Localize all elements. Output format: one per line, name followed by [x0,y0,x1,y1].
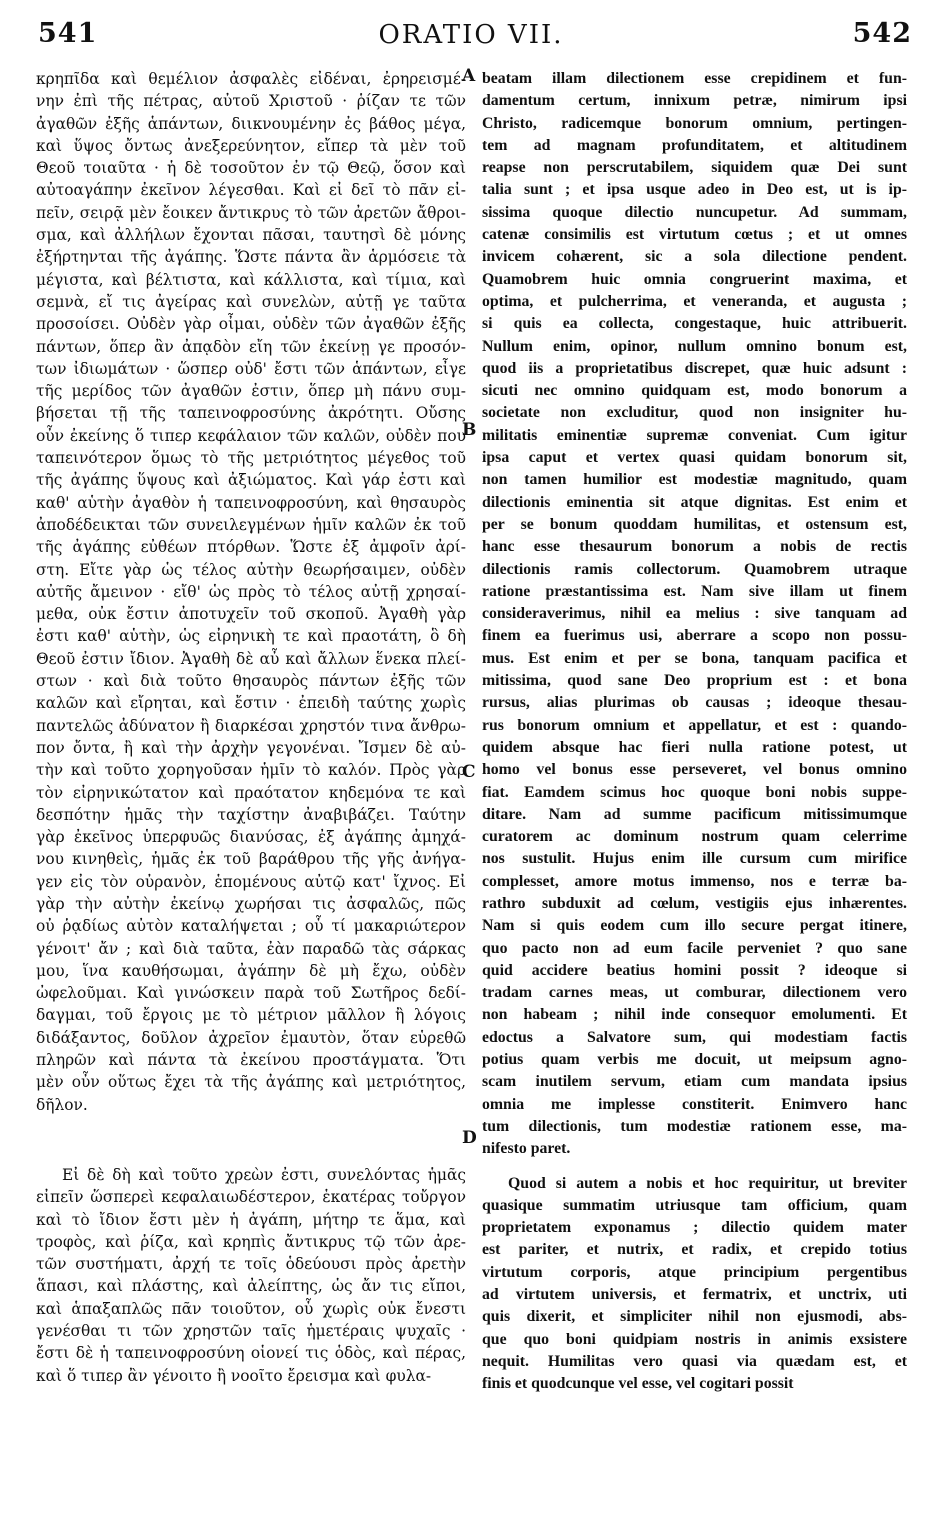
text-line: proprietatem exponamus ; dilectio quidem mater [482,1219,907,1237]
margin-marker-b: B [462,420,477,440]
text-line: πον ὄντα, ἢ καὶ τὴν ἀρχὴν γεγονέναι. Ἴσμεν δὲ αὐ- [36,738,466,757]
margin-marker-c: C [462,762,476,782]
text-line: Εἰ δὲ δὴ καὶ τοῦτο χρεὼν ἐστι, συνελόντας ἡμᾶς [62,1165,466,1184]
text-line: ratione præstantissima est. Nam sive illam ut finem [482,582,907,600]
text-line: curatorem ac dominum nostrum quam celerrime [482,828,907,846]
text-line: ὠφελοῦμαι. Καὶ γινώσκειν παρὰ τοῦ Σωτῆρος δεδί- [36,984,466,1003]
text-line: πάντων, ὅπερ ἂν ἀπᾳδὸν εἴη τῶν ἐκείνῃ γε προσόν- [36,337,466,356]
text-line: est pariter, et nutrix, et radix, et crepido totius [482,1241,907,1259]
text-line: virtutum corporis, atque principium pergentibus [482,1263,907,1281]
text-line: hanc esse thesaurum bonorum a nobis de rectis [482,538,907,556]
text-line: τῆς ἀγάπης ὕψους καὶ ἀξιώματος. Καὶ γάρ ἐστι καὶ [36,471,466,490]
text-line: γεν εἰς τὸν οὐρανὸν, ἑπομένους αὐτῷ κατ' ἴχνος. Εἰ [36,872,466,891]
text-line: rursus, alias plurimas ob causas ; ideoque thesau- [482,694,907,712]
text-line: quasique summatim utriusque tam officium, quam [482,1196,907,1214]
text-line: scam inutilem servum, etiam cum mandata ipsius [482,1073,907,1091]
text-line: τῆς μερίδος τῶν ἀγαθῶν ἐστιν, ὅπερ μὴ πάνυ συμ- [36,382,466,401]
text-line: non tamen humilior est modestiæ magnitudo, quam [482,471,907,489]
text-line: ἀποδέδεικται τῶν συνειλεγμένων ἡμῖν καλῶν ἐκ τοῦ [36,515,466,534]
text-line: tum dilectionis, tum modestiæ rationem esse, ma- [482,1117,907,1135]
text-line: καὶ τὸ ἴδιον ἔστι μὲν ἡ ἀγάπη, μήτηρ τε ἅμα, καὶ [36,1210,466,1229]
text-line: τῶν συστήματι, ἀρχή τε τοῖς ὁδεύουσι πρὸς ἀρετὴν [36,1255,466,1274]
margin-marker-d: D [462,1128,477,1148]
text-line: ἐστι καθ' αὑτὴν, ὡς εἰρηνικὴ τε καὶ πραοτάτη, ὃ δὴ [36,627,466,646]
text-line: καὶ ὕψος ὄντως ἀνεξερεύνητον, εἴπερ τὰ μὲν τοῦ [36,136,466,155]
text-line: ipsa caput et vertex quasi quidam bonorum sit, [482,449,907,467]
text-line: que quo boni quidpiam nostris in animis exsistere [482,1330,907,1348]
text-line: ταπεινότερον ὅμως τὸ τῆς μετριότητος μέγεθος τοῦ [36,449,466,468]
text-line: optima, et pulcherrima, et veneranda, et augusta ; [482,292,907,310]
text-line: ἀγαθῶν ἐξῆς ἁπάντων, διικνουμένην ἐς βάθος μέγα, [36,114,466,133]
text-line: sicuti nec omnino quidquam est, modo bonorum a [482,382,907,400]
text-line: Christo, radicemque bonorum omnium, pertingen- [482,114,907,132]
text-line: rus bonorum omnium et appellatur, et est : quando- [482,716,907,734]
text-line: καλῶν καὶ εἴρηται, καὶ ἔστιν · ἐπειδὴ ταύτης χωρὶς [36,694,466,713]
text-line: πεῖν, σειρᾷ μὲν ἔοικεν ἄντικρυς τὸ τῶν ἀρετῶν ἄθροι- [36,203,466,222]
text-line: tradam carnes meas, ut comburar, dilectionem vero [482,984,907,1002]
latin-column-para2 [482,1173,907,1396]
text-line: ἐξήρτηνται τῆς ἀγάπης. Ὥστε πάντα ἂν ἁρμόσειε τὰ [36,248,466,267]
greek-column-para2 [36,1164,466,1387]
text-line: non habeam ; nihil inde consequor emolumenti. Et [482,1006,907,1024]
text-line: quis dixerit, et simpliciter nihil non ejusmodi, abs- [482,1308,907,1326]
text-line: sissima quoque dilectio nuncupetur. Ad summam, [482,203,907,221]
text-line: rathro subduxit ad cœlum, vestigiis ejus inhærentes. [482,894,907,912]
latin-column-para1 [482,68,907,1161]
text-line: finis et quodcunque vel esse, vel cogitari possit [482,1375,794,1393]
text-line: γὰρ τὴν αὐτὴν ἐκείνῳ χωρήσαι τις ἀσφαλῶς, πῶς [36,894,466,913]
text-line: omnia me implesse constiterit. Enimvero hanc [482,1095,907,1113]
text-line: καὶ ἁπαξαπλῶς πᾶν τοιοῦτον, οὗ χωρὶς οὐκ ἔνεστι [36,1299,466,1318]
text-line: homo vel bonus esse perseveret, vel bonus omnino [482,761,907,779]
greek-column-para1 [36,68,466,1116]
text-line: Nam si quis eodem cum illo secure pergat itinere, [482,917,907,935]
text-line: edoctus a Salvatore sum, qui modestiam factis [482,1028,907,1046]
text-line: ad virtutem universis, et fermatrix, et unctrix, uti [482,1286,907,1304]
text-line: προσοίσει. Οὐδὲν γὰρ οἶμαι, οὐδὲν τῶν ἀγαθῶν ἐξῆς [36,315,466,334]
text-line: σμα, καὶ ἀλλήλων ἔχονται πᾶσαι, ταυτησὶ δὲ μόνης [36,226,466,245]
text-line: ἔστι δὲ ἡ ταπεινοφροσύνη οἱονεί τις ὁδὸς, καὶ πέρας, [36,1344,466,1363]
text-line: militatis eminentiæ supremæ conveniat. Cum igitur [482,426,907,444]
running-header [0,18,942,58]
text-line: consideraverimus, nihil ea melius : sive tanquam ad [482,605,907,623]
page-number-left: 541 [38,18,98,49]
text-line: Quod si autem a nobis et hoc requiritur, ut breviter [508,1174,907,1192]
text-line: νην ἐπὶ τῆς πέτρας, αὐτοῦ Χριστοῦ · ῥίζαν τε τῶν [36,92,466,111]
text-line: invicem cohærent, sic a sola dilectione pendent. [482,248,907,266]
text-line: εἰπεῖν ὥσπερεὶ κεφαλαιωδέστερον, ἑκατέρας τοὔργον [36,1188,466,1207]
text-line: potius quam verbis me docuit, ut meipsum agno- [482,1051,907,1069]
text-line: νου κινηθεὶς, ἡμᾶς ἐκ τοῦ βαράθρου τῆς γῆς ἀνήγα- [36,850,466,869]
text-line: beatam illam dilectionem esse crepidinem et fun- [482,70,907,87]
text-line: reapse non perscrutabilem, siquidem quæ Dei sunt [482,159,907,177]
text-line: τροφὸς, καὶ ῥίζα, καὶ κρηπὶς ἄντικρυς τῷ τῶν ἀρε- [36,1232,466,1251]
text-line: καὶ ὅ τιπερ ἂν γένοιτο ἢ νοοῖτο ἔρεισμα καὶ φυλα- [36,1366,432,1385]
text-line: μὲν οὖν οὕτως ἔχει τὰ τῆς ἀγάπης καὶ μετριότητος, [36,1073,466,1092]
text-line: τὴν καὶ τοῦτο χορηγοῦσαν ἡμῖν τὸ καλόν. Πρὸς γὰρ [36,761,466,780]
text-line: fiat. Eamdem scimus hoc quoque boni nobis suppe- [482,783,907,801]
text-line: μου, ἵνα καυθήσωμαι, ἀγάπην δὲ μὴ ἔχω, οὐδὲν [36,961,466,980]
text-line: finem ea fuerimus usi, aberrare a scopo non possu- [482,627,907,645]
text-line: tem ad magnam profunditatem, et altitudinem [482,136,907,154]
text-line: mitissima, quod sane Deo proprium est : et bona [482,672,907,690]
text-line: talia sunt ; et ipsa usque adeo in Deo est, ut is ip- [482,181,907,199]
text-line: ἅπασι, καὶ πλάστης, καὶ ἀλείπτης, ὡς ἄν τις εἴποι, [36,1277,466,1296]
text-line: societate non excluditur, quod non insigniter hu- [482,404,907,422]
text-line: mus. Est enim et per se bona, tanquam pacifica et [482,649,907,667]
text-line: τῆς ἀγάπης εὐθέων πτόρθων. Ὥστε ἐξ ἀμφοῖν ἀρί- [36,538,466,557]
text-line: μεθα, οὐκ ἔστιν ἀποτυχεῖν τοῦ σκοποῦ. Ἀγαθὴ γὰρ [36,605,466,624]
text-line: κρηπῖδα καὶ θεμέλιον ἀσφαλὲς εἰδέναι, ἐρηρεισμέ- [36,70,466,88]
text-line: nifesto paret. [482,1140,571,1158]
text-line: γένοιτ' ἄν ; καὶ διὰ ταῦτα, ἐὰν παραδῶ τὰς σάρκας [36,939,466,958]
text-line: dilectionis ramis collectorum. Quamobrem utraque [482,560,907,578]
text-line: δαγμαι, τοῦ ἔργοις με τὸ μέτριον μᾶλλον ἢ λόγοις [36,1006,466,1025]
text-line: γενέσθαι τι τῶν χρηστῶν ταῖς ἡμετέραις ψυχαῖς · [36,1322,466,1341]
paragraph-gap [36,1116,466,1164]
text-line: τὸν εἰρηνικώτατον καὶ πραότατον κηδεμόνα τε καὶ [36,783,466,802]
text-line: στων · καὶ διὰ τοῦτο θησαυρὸς πάντων ἐξῆς τῶν [36,672,466,691]
text-line: dilectionis eminentia sit atque dignitas. Est enim et [482,493,907,511]
text-line: παντελῶς ἀδύνατον ἢ διαρκέσαι χρηστόν τινα ἄνθρω- [36,716,466,735]
text-line: οὖν ἐκείνης ὅ τιπερ κεφάλαιον τῶν καλῶν, οὐδὲν που [36,426,466,445]
greek-text-column [36,68,466,1387]
paragraph-gap [482,1161,907,1173]
text-line: per se bonum quoddam humilitas, et ostensum est, [482,515,907,533]
text-line: quo pacto non ad eum facile perveniet ? quo sane [482,939,907,957]
text-line: των ἰδιωμάτων · ὥσπερ οὐδ' ἔστι τῶν ἁπάντων, εἶγε [36,359,466,378]
text-line: Nullum enim, opinor, nullum omnino bonum est, [482,337,907,355]
text-line: quidem absque hac fieri nulla ratione potest, ut [482,738,907,756]
text-line: catenæ consimilis est virtutum cœtus ; et ut omnes [482,226,907,244]
text-line: δεσπότην ἡμᾶς τὴν ταχίστην ἀναβιβάζει. Ταύτην [36,805,466,824]
text-line: si quis ea collecta, congestaque, huic attribuerit. [482,315,907,333]
text-line: αὐτοαγάπην ἐκεῖνον λέγεσθαι. Καὶ εἰ δεῖ τὸ πᾶν εἰ- [36,181,466,200]
text-line: damentum certum, innixum petræ, nimirum ipsi [482,92,907,110]
latin-text-column [482,68,907,1396]
text-line: αὐτῆς ἄμεινον · εἴθ' ὡς πρὸς τὸ τέλος αὐτῇ χρησαί- [36,582,466,601]
text-line: οὐ ῥᾳδίως αὐτὸν καταλήψεται ; οὗ τί μακαριώτερον [36,917,466,936]
page-number-right: 542 [852,18,912,49]
text-line: quod iis a proprietatibus discrepet, quæ huic adsunt : [482,359,907,377]
text-line: στη. Εἴτε γὰρ ὡς τέλος αὐτὴν θεωρήσαιμεν, οὐδὲν [36,560,466,579]
text-line: διδάξαντος, δοῦλον ἀχρεῖον ἐμαυτὸν, ὅταν εὑρεθῶ [36,1028,466,1047]
text-line: Θεοῦ τοιαῦτα · ἡ δὲ τοσοῦτον ἐν τῷ Θεῷ, ὅσον καὶ [36,159,466,178]
text-line: σεμνὰ, εἴ τις ἀγείρας καὶ συνελὼν, αὐτῇ γε ταῦτα [36,292,466,311]
text-line: καθ' αὑτὴν ἀγαθὸν ἡ ταπεινοφροσύνη, καὶ θησαυρὸς [36,493,466,512]
text-line: μέγιστα, καὶ βέλτιστα, καὶ κάλλιστα, καὶ τίμια, καὶ [36,270,466,289]
margin-marker-a: A [462,66,476,86]
text-line: γὰρ ἐκεῖνος ὑπερφυῶς διανύσας, ἐξ ἀγάπης ἀμηχά- [36,828,466,847]
text-line: quid accidere beatius homini possit ? ideoque si [482,961,907,979]
text-line: complesset, amore motus immenso, nos e terræ ba- [482,872,907,890]
text-line: nos sustulit. Hujus enim ille cursum cum mirifice [482,850,907,868]
text-line: πληρῶν καὶ πάντα τὰ ἐκείνου προστάγματα. Ὅτι [36,1051,466,1070]
text-line: δῆλον. [36,1095,88,1114]
text-line: Quamobrem huic omnia congruerint maxima, et [482,270,907,288]
running-title: ORATIO VII. [378,20,564,50]
text-line: nequit. Humilitas vero quasi via quædam est, et [482,1352,907,1370]
text-line: ditare. Nam ad summe pacificum mitissimumque [482,805,907,823]
text-line: Θεοῦ ἐστιν ἴδιον. Ἀγαθὴ δὲ αὖ καὶ ἄλλων ἕνεκα πλεί- [36,649,466,668]
text-line: βήσεται τῇ τῆς ταπεινοφροσύνης ἀκρότητι. Οὔσης [36,404,466,423]
